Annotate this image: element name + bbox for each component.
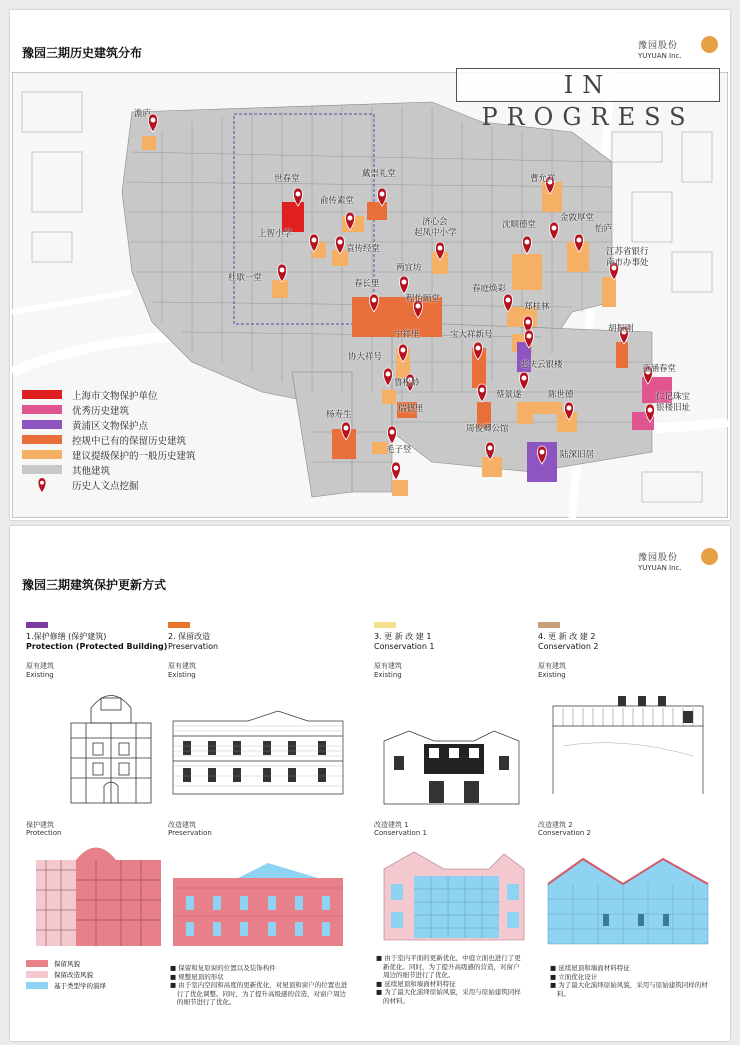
bullet-item: ■ 保留和复原窗的位置以及装饰构件 (170, 964, 276, 972)
map-label: 陈世德 (548, 390, 574, 400)
preservation-notes (170, 964, 350, 1007)
legend-item: 黄浦区文物保护点 (22, 417, 252, 432)
map-label: 两宜坊 (396, 263, 422, 273)
map-label: 瑞德里 (398, 404, 424, 414)
new-label-en: Conservation 1 (374, 829, 427, 837)
map-label: 江苏省银行 (606, 247, 649, 257)
map-label: 周俊卿公馆 (466, 424, 509, 434)
page-title: 豫园三期建筑保护更新方式 (22, 578, 167, 592)
map-label: 南市办事处 (606, 258, 649, 268)
map-label: 仁记珠宝 (656, 392, 691, 402)
map-label: 曹允祥 (530, 174, 556, 184)
map-label: 杜歇一堂 (228, 273, 263, 283)
column-title-en: Conservation 1 (374, 642, 435, 651)
bullet-item: ■ 延续屋顶和墙面材料特征 (550, 964, 630, 972)
protection-elevation-drawing (36, 820, 166, 950)
map-label: 郑桂林 (524, 302, 550, 312)
map-label: 世春堂 (274, 174, 300, 184)
legend-item: 历史人文点挖掘 (22, 477, 252, 492)
map-label: 春长里 (354, 279, 380, 289)
existing-label-en: Existing (538, 671, 566, 679)
bullet-item: ■ 延续屋顶和墙面材料特征 (376, 979, 456, 988)
map-label: 上智小学 (258, 229, 293, 239)
existing-label-en: Existing (374, 671, 402, 679)
strategy-page (10, 526, 730, 1041)
existing-elevation-drawing (168, 706, 348, 796)
legend-item: 优秀历史建筑 (22, 402, 252, 417)
map-label: 戴崇礼堂 (362, 169, 397, 179)
bullet-item: ■ 立面优化设计 (550, 972, 598, 981)
map-pin-icon (37, 478, 47, 492)
bullet-item: ■ 规整屋顶的形状 (170, 972, 224, 981)
map-label: 起凤中小学 (414, 228, 457, 238)
legend-item: 其他建筑 (22, 462, 252, 477)
map-label: 宝大祥新号 (450, 330, 493, 340)
company-logo (638, 548, 718, 582)
protection-legend (26, 958, 106, 991)
map-label: 春庭焕彩 (472, 284, 507, 294)
column-title-cn: 1.保护修缮 (保护建筑) (26, 632, 107, 641)
new-label: 改造建筑 1 (374, 821, 409, 829)
map-label: 沈顺德堂 (502, 220, 537, 230)
map-label: 鲁松龄 (394, 378, 420, 388)
logo-text-en: YUYUAN Inc. (638, 52, 682, 60)
map-label: 胡振刚 (608, 324, 634, 334)
category-swatch (168, 622, 190, 628)
existing-label-en: Existing (26, 671, 54, 679)
map-label: 金敦厚堂 (560, 213, 595, 223)
legend-item: 控规中已有的保留历史建筑 (22, 432, 252, 447)
column-title-cn: 2. 保留改造 (168, 632, 211, 641)
map-label: 协大祥号 (348, 352, 383, 362)
legend-item: 基于类型学的演绎 (26, 980, 106, 991)
bullet-item: ■ 为了最大化演绎原始风貌，采用与原始建筑同样的材料。 (550, 981, 708, 998)
existing-label: 原有建筑 (26, 662, 54, 670)
bullet-item: ■ 由于室内空间和高度的更新优化，对屋顶和窗户的位置也进行了优化调整。同时，为了提升高级感的营造，对窗户周边的细节进行了优化。 (170, 981, 348, 1006)
legend-item: 保留风貌 (26, 958, 106, 969)
logo-text-en: YUYUAN Inc. (638, 564, 682, 572)
legend-item: 上海市文物保护单位 (22, 387, 252, 402)
map-label: 宁祥里 (394, 330, 420, 340)
category-swatch (538, 622, 560, 628)
map-label: 济心会 (422, 217, 448, 227)
logo-text-cn: 豫园股份 (638, 553, 679, 563)
map-label: 银楼旧址 (656, 403, 691, 413)
in-progress-stamp: IN PROGRESS (456, 68, 720, 102)
legend-item: 建议提级保护的一般历史建筑 (22, 447, 252, 462)
map-label: 毛子竖 (386, 445, 412, 455)
map-label: 老庆云银楼 (520, 360, 563, 370)
new-label: 改造建筑 2 (538, 821, 573, 829)
bullet-item: ■ 为了最大化演绎原始风貌，采用与原始建筑同样的材料。 (376, 988, 521, 1005)
column-title-cn: 4. 更 新 改 建 2 (538, 632, 596, 641)
map-label: 怡庐 (595, 224, 613, 234)
company-logo (638, 36, 718, 70)
logo-mark-icon (701, 36, 718, 53)
new-label: 保护建筑 (26, 821, 54, 829)
column-title-en: Conservation 2 (538, 642, 599, 651)
existing-label: 原有建筑 (374, 662, 402, 670)
existing-label: 原有建筑 (168, 662, 196, 670)
existing-elevation-drawing (46, 678, 176, 808)
map-page (10, 10, 730, 520)
new-label-en: Conservation 2 (538, 829, 591, 837)
new-label: 改造建筑 (168, 821, 196, 829)
legend-item: 保留改造风貌 (26, 969, 106, 980)
map-legend (22, 387, 252, 492)
conservation-2-notes (550, 964, 720, 998)
existing-elevation-drawing (543, 686, 713, 796)
map-label: 童涵春堂 (642, 364, 677, 374)
existing-elevation-drawing (379, 726, 529, 806)
conservation-1-elevation-drawing (379, 844, 529, 944)
map-label: 杨寿生 (326, 410, 352, 420)
new-label-en: Preservation (168, 829, 212, 837)
column-title-cn: 3. 更 新 改 建 1 (374, 632, 432, 641)
map-label: 陆深旧居 (560, 450, 595, 460)
map-label: 程怡颐堂 (406, 294, 441, 304)
logo-mark-icon (701, 548, 718, 565)
logo-text-cn: 豫园股份 (638, 41, 679, 51)
column-title-en: Preservation (168, 642, 219, 651)
category-swatch (374, 622, 396, 628)
conservation-2-elevation-drawing (543, 844, 713, 954)
bullet-item: ■ 由于室内平面的更新优化，中庭立面也进行了更新优化。同时，为了提升高级感的营造，对窗户周边的细节进行了优化。 (376, 954, 521, 979)
map-label: 袁传经堂 (346, 244, 381, 254)
map-label: 蔡景遂 (496, 390, 522, 400)
map-label: 俞传素堂 (320, 196, 355, 206)
new-label-en: Protection (26, 829, 62, 837)
conservation-1-notes (376, 954, 524, 1005)
category-swatch (26, 622, 48, 628)
preservation-elevation-drawing (168, 858, 348, 948)
page-title: 豫园三期历史建筑分布 (22, 46, 143, 60)
column-title-en: Protection (Protected Building) (26, 642, 168, 651)
existing-label: 原有建筑 (538, 662, 566, 670)
existing-label-en: Existing (168, 671, 196, 679)
map-label: 澹庐 (134, 109, 152, 119)
